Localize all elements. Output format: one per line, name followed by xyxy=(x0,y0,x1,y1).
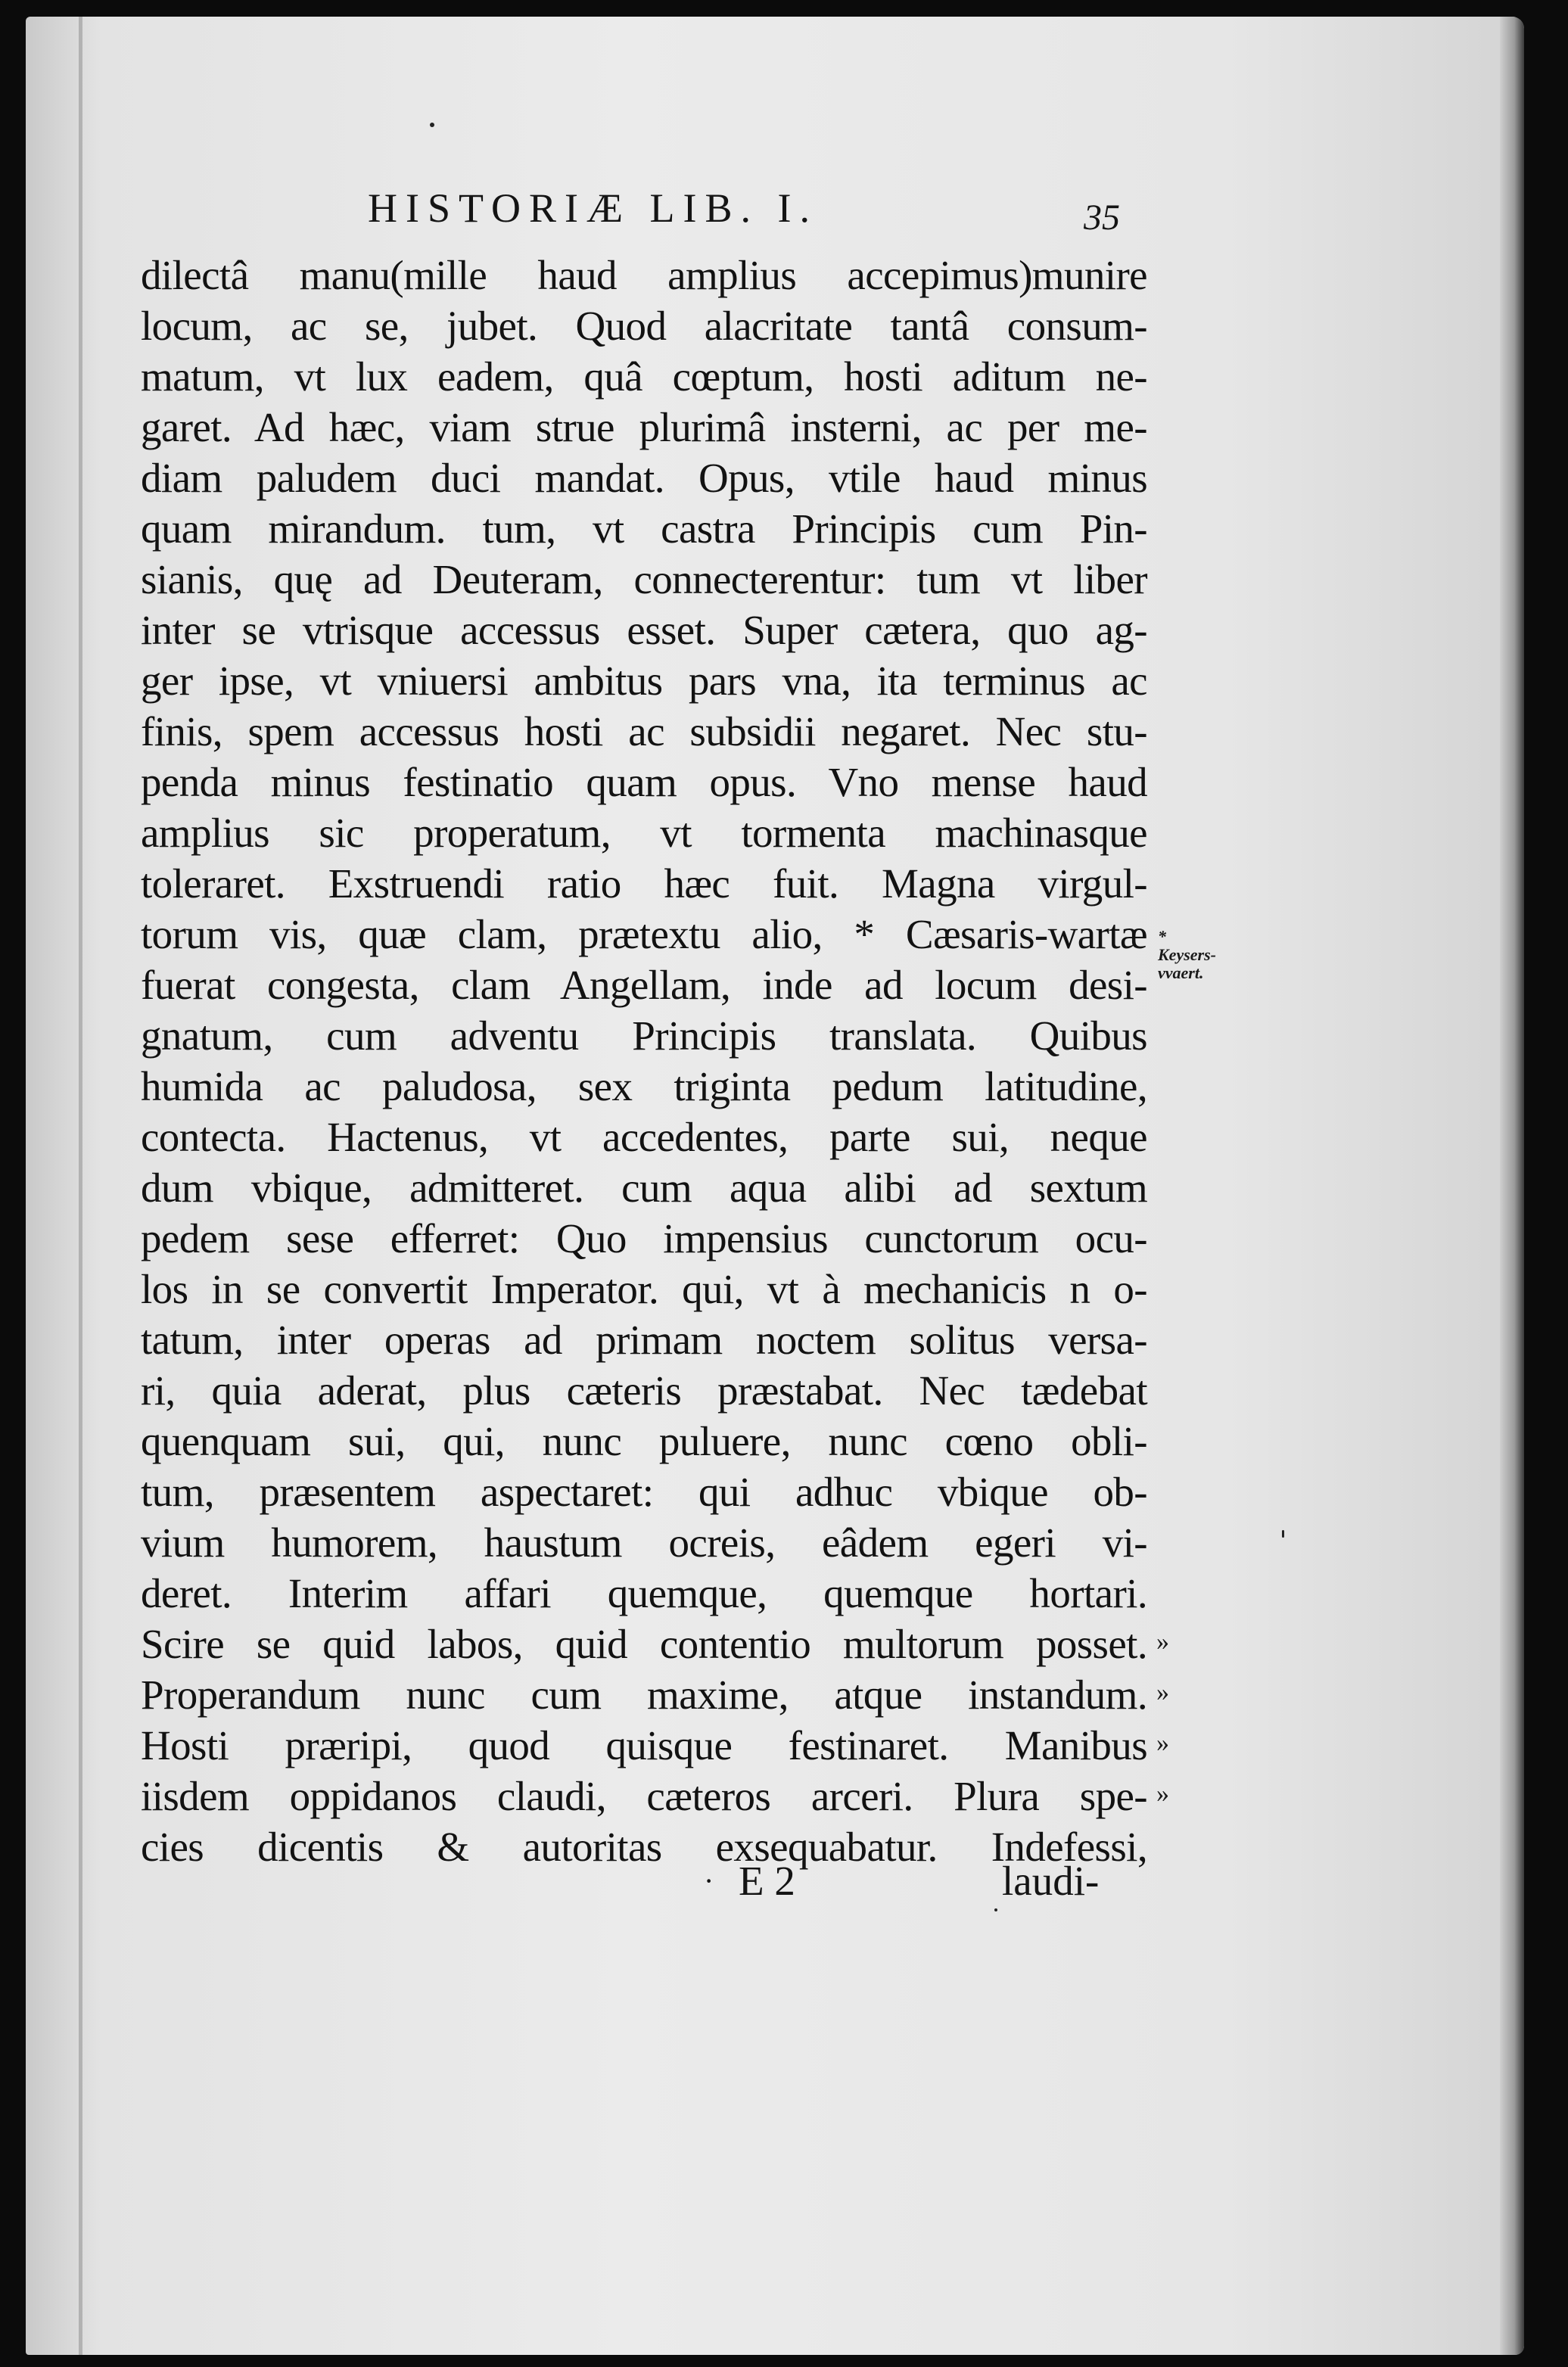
text-block xyxy=(141,250,1147,1872)
page-fore-edge xyxy=(1500,17,1524,2355)
page-number: 35 xyxy=(1084,198,1120,238)
text-line: Properandum nunc cum maxime, atque instandum. xyxy=(141,1672,1147,1718)
ink-speck xyxy=(1282,1530,1284,1538)
text-line: cies dicentis & autoritas exsequabatur. Indefessi, xyxy=(141,1824,1147,1870)
signature-mark: E 2 xyxy=(739,1858,795,1904)
text-line: sianis, quę ad Deuteram, connecterentur: tum vt liber xyxy=(141,556,1147,602)
text-line: inter se vtrisque accessus esset. Super cætera, quo ag- xyxy=(141,607,1147,653)
text-line: diam paludem duci mandat. Opus, vtile haud minus xyxy=(141,455,1147,501)
text-line: quenquam sui, qui, nunc puluere, nunc cœno obli- xyxy=(141,1418,1147,1464)
text-line: ri, quia aderat, plus cæteris præstabat. Nec tædebat xyxy=(141,1367,1147,1414)
text-line: locum, ac se, jubet. Quod alacritate tantâ consum- xyxy=(141,303,1147,349)
text-line: tatum, inter operas ad primam noctem solitus versa- xyxy=(141,1317,1147,1363)
signature-dot: · xyxy=(704,1864,714,1898)
text-line: Hosti præripi, quod quisque festinaret. Manibus xyxy=(141,1722,1147,1768)
text-line: amplius sic properatum, vt tormenta machinasque xyxy=(141,810,1147,856)
quotation-mark: » xyxy=(1156,1780,1169,1808)
book-page xyxy=(26,17,1524,2355)
ink-speck xyxy=(430,123,434,127)
quotation-mark: » xyxy=(1156,1628,1169,1656)
text-line: vium humorem, haustum ocreis, eâdem egeri vi- xyxy=(141,1519,1147,1566)
quotation-marks-column xyxy=(1156,1616,1169,1819)
text-line: quam mirandum. tum, vt castra Principis cum Pin- xyxy=(141,505,1147,552)
text-line: matum, vt lux eadem, quâ cœptum, hosti aditum ne- xyxy=(141,353,1147,400)
text-line: dum vbique, admitteret. cum aqua alibi ad sextum xyxy=(141,1165,1147,1211)
text-line: toleraret. Exstruendi ratio hæc fuit. Magna virgul- xyxy=(141,860,1147,907)
text-line: gnatum, cum adventu Principis translata. Quibus xyxy=(141,1012,1147,1059)
quotation-mark: » xyxy=(1156,1729,1169,1757)
gutter-shadow xyxy=(79,17,82,2355)
text-line: iisdem oppidanos claudi, cæteros arceri. Plura spe- xyxy=(141,1773,1147,1819)
catchword: laudi- xyxy=(1002,1858,1100,1904)
marginal-note: * Keysers-vvaert. xyxy=(1158,927,1216,982)
text-line: humida ac paludosa, sex triginta pedum latitudine, xyxy=(141,1063,1147,1109)
text-line: tum, præsentem aspectaret: qui adhuc vbique ob- xyxy=(141,1469,1147,1515)
text-line: garet. Ad hæc, viam strue plurimâ insterni, ac per me- xyxy=(141,404,1147,450)
text-line: torum vis, quæ clam, prætextu alio, * Cæsaris-wartæ xyxy=(141,911,1147,957)
text-line: penda minus festinatio quam opus. Vno mense haud xyxy=(141,759,1147,805)
running-head: HISTORIÆ LIB. I. xyxy=(368,185,819,231)
text-line: deret. Interim affari quemque, quemque hortari. xyxy=(141,1570,1147,1616)
text-line: dilectâ manu(mille haud amplius accepimus)munire xyxy=(141,252,1147,298)
text-line: pedem sese efferret: Quo impensius cunctorum ocu- xyxy=(141,1215,1147,1261)
text-line: Scire se quid labos, quid contentio multorum posset. xyxy=(141,1621,1147,1667)
ink-speck xyxy=(994,1908,997,1911)
text-line: ger ipse, vt vniuersi ambitus pars vna, ita terminus ac xyxy=(141,658,1147,704)
text-line: contecta. Hactenus, vt accedentes, parte sui, neque xyxy=(141,1114,1147,1160)
text-line: los in se convertit Imperator. qui, vt à mechanicis n o- xyxy=(141,1266,1147,1312)
text-line: finis, spem accessus hosti ac subsidii negaret. Nec stu- xyxy=(141,708,1147,754)
text-line: fuerat congesta, clam Angellam, inde ad locum desi- xyxy=(141,962,1147,1008)
quotation-mark: » xyxy=(1156,1678,1169,1706)
